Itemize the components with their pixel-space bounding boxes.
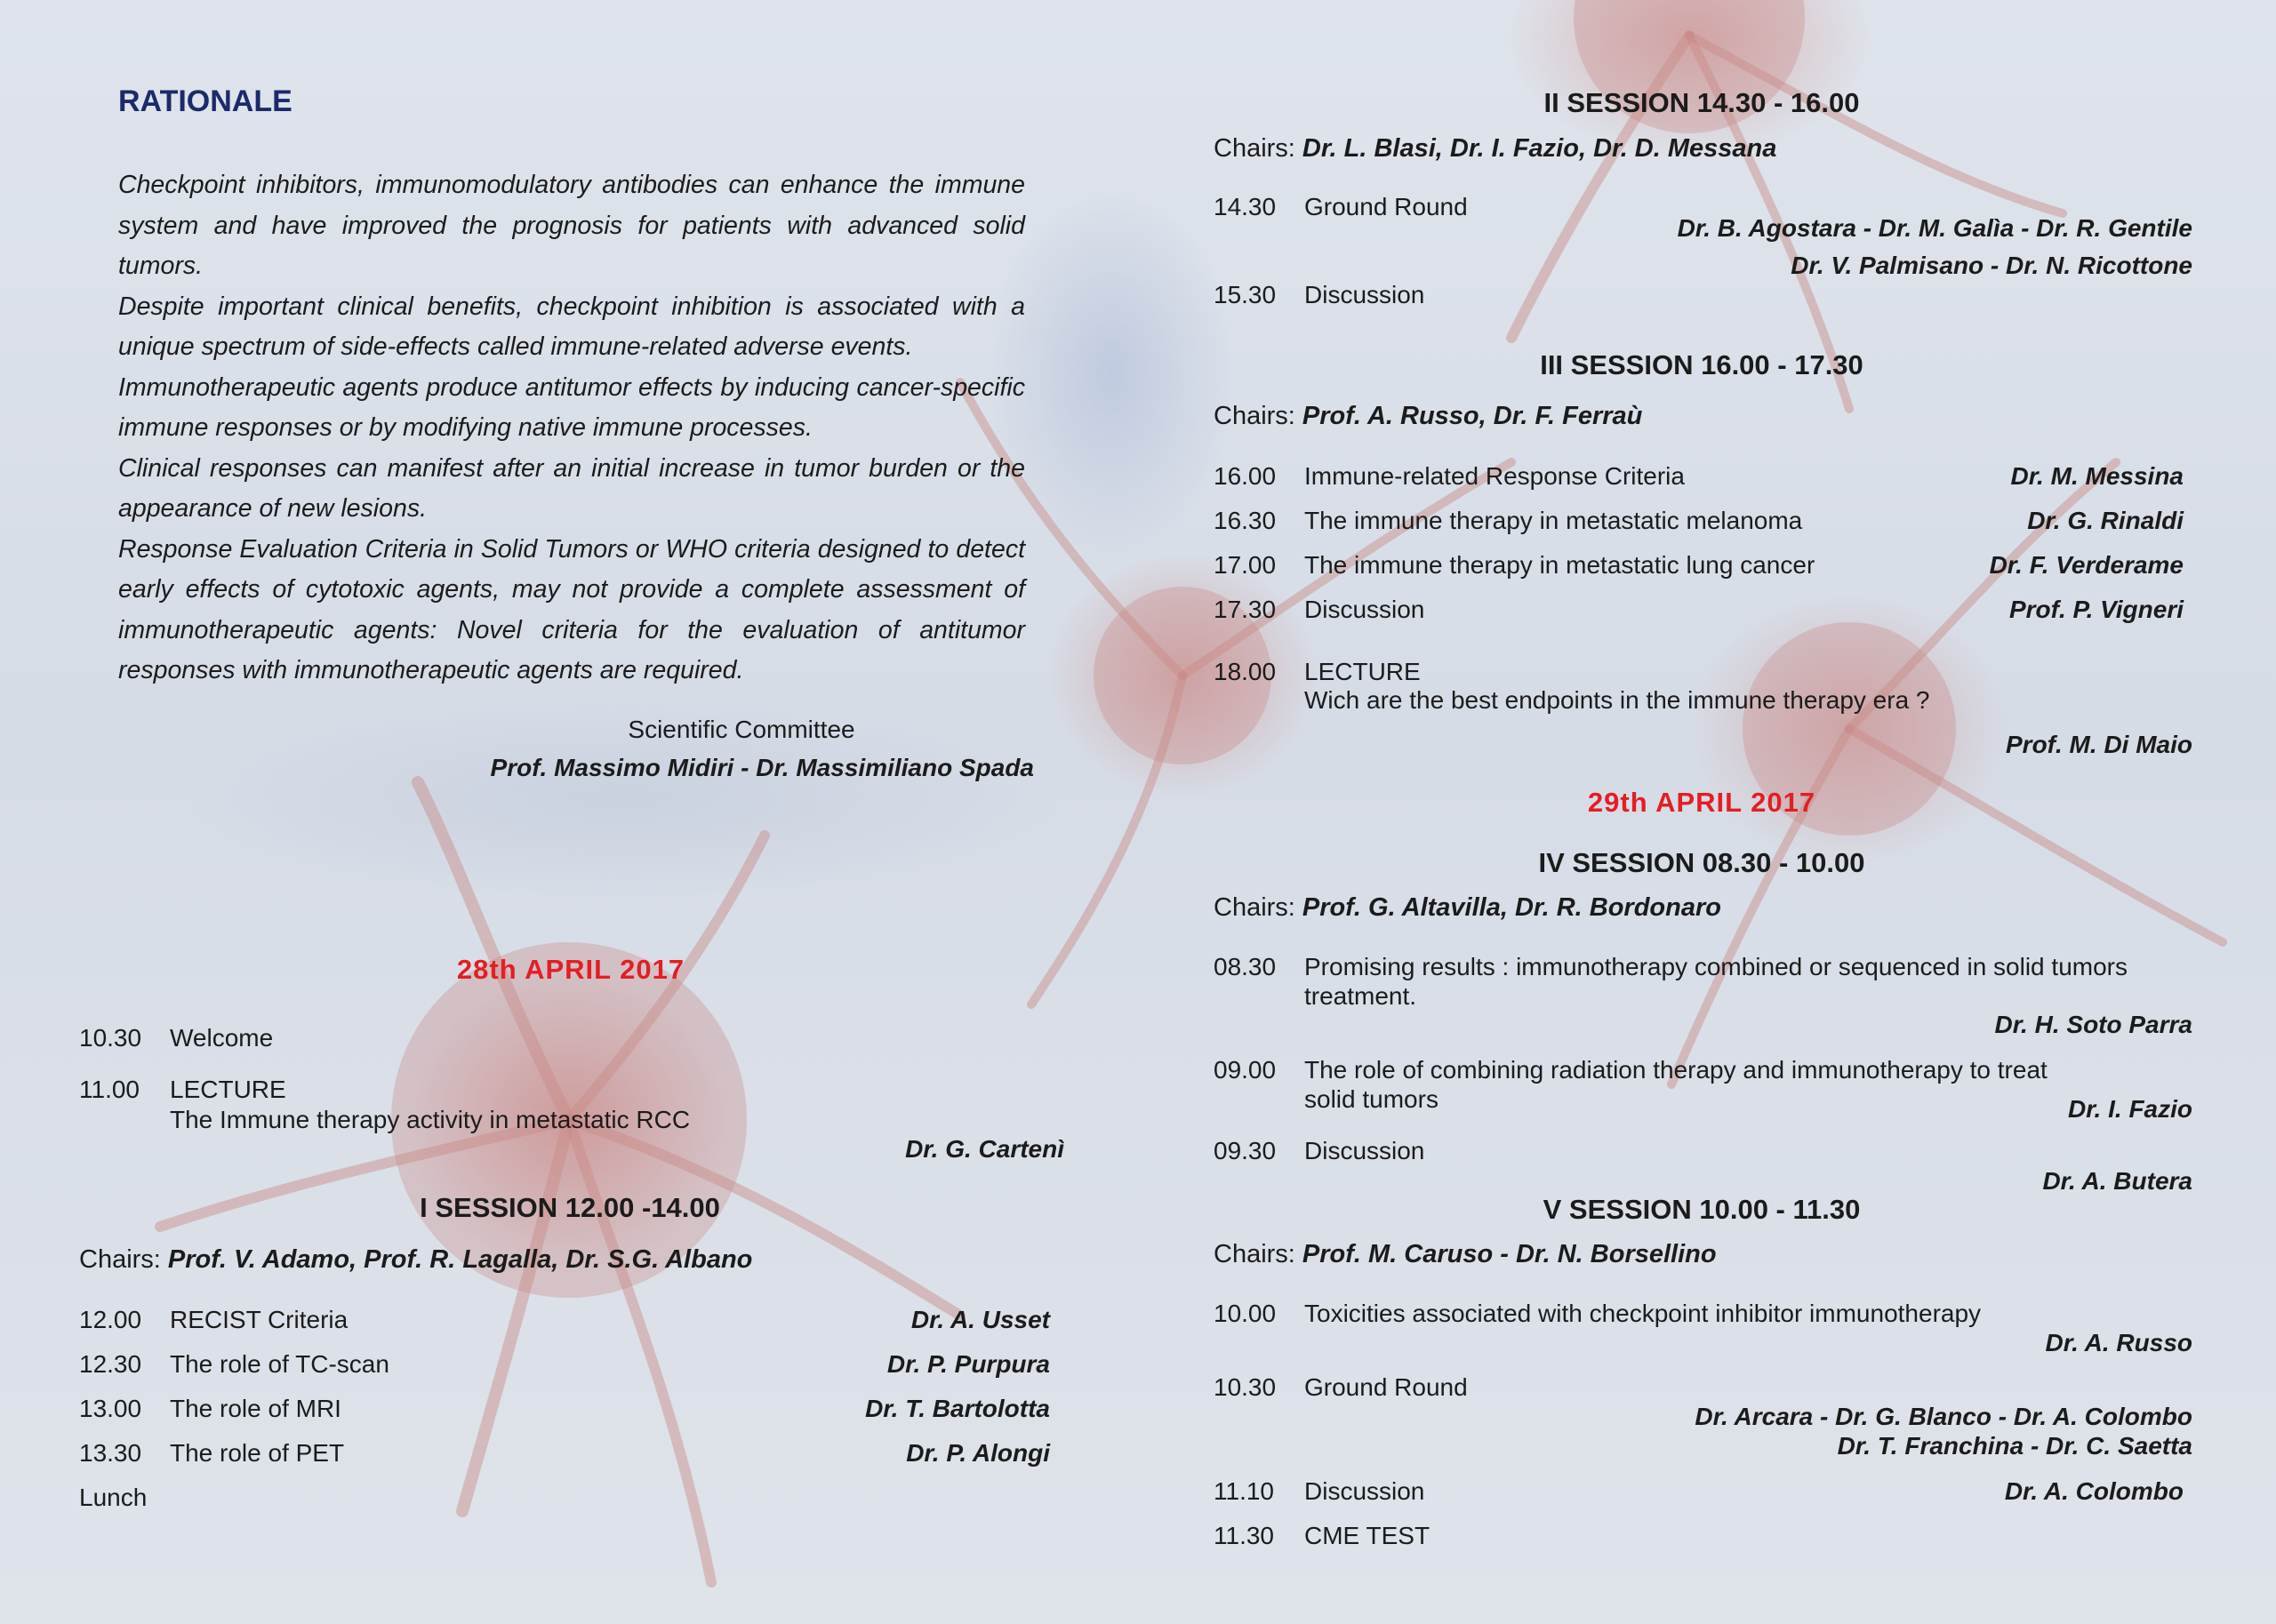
session1-item-title: The role of TC-scan bbox=[170, 1350, 389, 1378]
session2-ground-round-title: Ground Round bbox=[1304, 193, 1468, 220]
session5-item-time: 10.00 bbox=[1214, 1300, 1277, 1327]
session3-item-time: 17.00 bbox=[1214, 551, 1277, 579]
session3-chairs bbox=[1214, 402, 1642, 431]
rationale-paragraph: Immunotherapeutic agents produce antitumor effects by inducing cancer-specific immune responses or by modifying native immune processes. bbox=[118, 372, 1025, 442]
session3-item-speaker: Dr. M. Messina bbox=[2010, 462, 2184, 490]
session2-chairs-label: Chairs: bbox=[1214, 134, 1295, 163]
session3-item-title: The immune therapy in metastatic melanoma bbox=[1304, 507, 1803, 534]
session3-item-title: The immune therapy in metastatic lung cancer bbox=[1304, 551, 1815, 579]
session4-item-time: 09.00 bbox=[1214, 1056, 1277, 1084]
lecture1-title: LECTURE bbox=[170, 1076, 286, 1103]
rationale-title: RATIONALE bbox=[118, 84, 293, 118]
session2-title: II SESSION 14.30 - 16.00 bbox=[1543, 87, 1860, 118]
session4-item-time: 09.30 bbox=[1214, 1137, 1277, 1164]
lecture1-subtitle: The Immune therapy activity in metastatic RCC bbox=[170, 1106, 691, 1133]
session3-chairs-label: Chairs: bbox=[1214, 402, 1295, 430]
session4-item-speaker: Dr. A. Butera bbox=[2042, 1167, 2192, 1195]
session4-item-title: treatment. bbox=[1304, 982, 1417, 1010]
day1-date: 28th APRIL 2017 bbox=[456, 954, 685, 985]
session5-chairs bbox=[1214, 1240, 1717, 1269]
session4-item-speaker: Dr. H. Soto Parra bbox=[1994, 1011, 2192, 1038]
session1-item-time: 13.30 bbox=[79, 1439, 142, 1467]
session4-chairs-names: Prof. G. Altavilla, Dr. R. Bordonaro bbox=[1302, 893, 1721, 922]
session1-chairs bbox=[79, 1245, 752, 1275]
scientific-committee-label: Scientific Committee bbox=[628, 716, 855, 743]
session4-item-time: 08.30 bbox=[1214, 953, 1277, 980]
session3-item-time: 16.30 bbox=[1214, 507, 1277, 534]
session2-ground-round-time: 14.30 bbox=[1214, 193, 1277, 220]
session3-title: III SESSION 16.00 - 17.30 bbox=[1540, 349, 1863, 380]
rationale-text bbox=[118, 165, 1025, 692]
session5-chairs-names: Prof. M. Caruso - Dr. N. Borsellino bbox=[1302, 1240, 1717, 1268]
session2-ground-round-speakers: Dr. B. Agostara - Dr. M. Galìa - Dr. R. Gentile bbox=[1677, 214, 2192, 242]
lecture1-time: 11.00 bbox=[79, 1076, 140, 1103]
session4-item-title: Discussion bbox=[1304, 1137, 1425, 1164]
session5-item-speakers: Dr. Arcara - Dr. G. Blanco - Dr. A. Colombo bbox=[1695, 1403, 2192, 1430]
lecture2-speaker: Prof. M. Di Maio bbox=[2006, 731, 2192, 758]
session4-item-title: The role of combining radiation therapy and immunotherapy to treat bbox=[1304, 1056, 2048, 1084]
session5-item-time: 11.30 bbox=[1214, 1522, 1274, 1549]
session1-item-title: The role of MRI bbox=[170, 1395, 341, 1422]
session5-item-speaker: Dr. A. Colombo bbox=[2004, 1477, 2184, 1505]
rationale-paragraph: Clinical responses can manifest after an initial increase in tumor burden or the appearance of new lesions. bbox=[118, 453, 1025, 523]
rationale-paragraph: Despite important clinical benefits, checkpoint inhibition is associated with a unique spectrum of side-effects called immune-related adverse events. bbox=[118, 292, 1025, 361]
session1-chairs-label: Chairs: bbox=[79, 1245, 161, 1274]
session1-item-speaker: Dr. A. Usset bbox=[910, 1306, 1050, 1333]
session5-item-time: 11.10 bbox=[1214, 1477, 1274, 1505]
session5-item-title: Ground Round bbox=[1304, 1373, 1468, 1401]
session1-item-speaker: Dr. P. Purpura bbox=[886, 1350, 1050, 1378]
session3-item-time: 16.00 bbox=[1214, 462, 1277, 490]
session2-chairs-names: Dr. L. Blasi, Dr. I. Fazio, Dr. D. Messana bbox=[1302, 134, 1777, 163]
session2-discussion-title: Discussion bbox=[1304, 281, 1425, 308]
lecture1-speaker: Dr. G. Cartenì bbox=[905, 1135, 1064, 1163]
day2-date: 29th APRIL 2017 bbox=[1587, 787, 1816, 818]
session5-item-title: Discussion bbox=[1304, 1477, 1425, 1505]
session1-item-title: RECIST Criteria bbox=[170, 1306, 349, 1333]
rationale-paragraph: Checkpoint inhibitors, immunomodulatory antibodies can enhance the immune system and have improved the prognosis for patients with advanced solid tumors. bbox=[118, 171, 1025, 280]
session4-item-speaker: Dr. I. Fazio bbox=[2067, 1095, 2192, 1123]
session1-item-title: The role of PET bbox=[170, 1439, 345, 1467]
session2-discussion-time: 15.30 bbox=[1214, 281, 1277, 308]
rationale-paragraph: Response Evaluation Criteria in Solid Tumors or WHO criteria designed to detect early effects of cytotoxic agents, may not provide a complete assessment of immunotherapeutic agents: Novel criteria for the evaluation of antitumor responses with immunotherapeutic agents are required. bbox=[118, 534, 1025, 684]
session1-title: I SESSION 12.00 -14.00 bbox=[420, 1192, 720, 1223]
session5-title: V SESSION 10.00 - 11.30 bbox=[1543, 1194, 1861, 1225]
session2-chairs bbox=[1214, 134, 1776, 164]
session3-item-speaker: Dr. G. Rinaldi bbox=[2027, 507, 2184, 534]
session4-chairs-label: Chairs: bbox=[1214, 893, 1295, 922]
session5-item-title: Toxicities associated with checkpoint inhibitor immunotherapy bbox=[1304, 1300, 1982, 1327]
session5-item-speakers: Dr. T. Franchina - Dr. C. Saetta bbox=[1837, 1432, 2192, 1460]
session5-item-speaker: Dr. A. Russo bbox=[2045, 1329, 2192, 1356]
scientific-committee-names: Prof. Massimo Midiri - Dr. Massimiliano Spada bbox=[490, 754, 1034, 781]
session1-item-speaker: Dr. P. Alongi bbox=[906, 1439, 1050, 1467]
session3-item-title: Immune-related Response Criteria bbox=[1304, 462, 1685, 490]
session5-chairs-label: Chairs: bbox=[1214, 1240, 1295, 1268]
session4-item-title: Promising results : immunotherapy combined or sequenced in solid tumors bbox=[1304, 953, 2128, 980]
session5-item-title: CME TEST bbox=[1304, 1522, 1431, 1549]
lecture2-title: LECTURE bbox=[1304, 658, 1421, 685]
session1-item-time: 13.00 bbox=[79, 1395, 142, 1422]
welcome-time: 10.30 bbox=[79, 1024, 142, 1052]
session3-item-time: 17.30 bbox=[1214, 596, 1277, 623]
lecture2-subtitle: Wich are the best endpoints in the immune therapy era ? bbox=[1304, 686, 1930, 714]
session3-chairs-names: Prof. A. Russo, Dr. F. Ferraù bbox=[1302, 402, 1643, 430]
session1-item-time: 12.30 bbox=[79, 1350, 142, 1378]
session4-item-title: solid tumors bbox=[1304, 1085, 1439, 1113]
session3-item-speaker: Prof. P. Vigneri bbox=[2008, 596, 2184, 623]
session2-ground-round-speakers: Dr. V. Palmisano - Dr. N. Ricottone bbox=[1791, 252, 2192, 279]
session3-item-speaker: Dr. F. Verderame bbox=[1989, 551, 2184, 579]
session1-item-time: 12.00 bbox=[79, 1306, 142, 1333]
welcome-title: Welcome bbox=[170, 1024, 274, 1052]
session4-chairs bbox=[1214, 893, 1721, 923]
session1-chairs-names: Prof. V. Adamo, Prof. R. Lagalla, Dr. S.G. Albano bbox=[167, 1245, 753, 1274]
session3-item-title: Discussion bbox=[1304, 596, 1425, 623]
lunch-label: Lunch bbox=[79, 1484, 148, 1511]
lecture2-time: 18.00 bbox=[1214, 658, 1277, 685]
session5-item-time: 10.30 bbox=[1214, 1373, 1277, 1401]
session1-item-speaker: Dr. T. Bartolotta bbox=[865, 1395, 1050, 1422]
session4-title: IV SESSION 08.30 - 10.00 bbox=[1538, 847, 1865, 878]
